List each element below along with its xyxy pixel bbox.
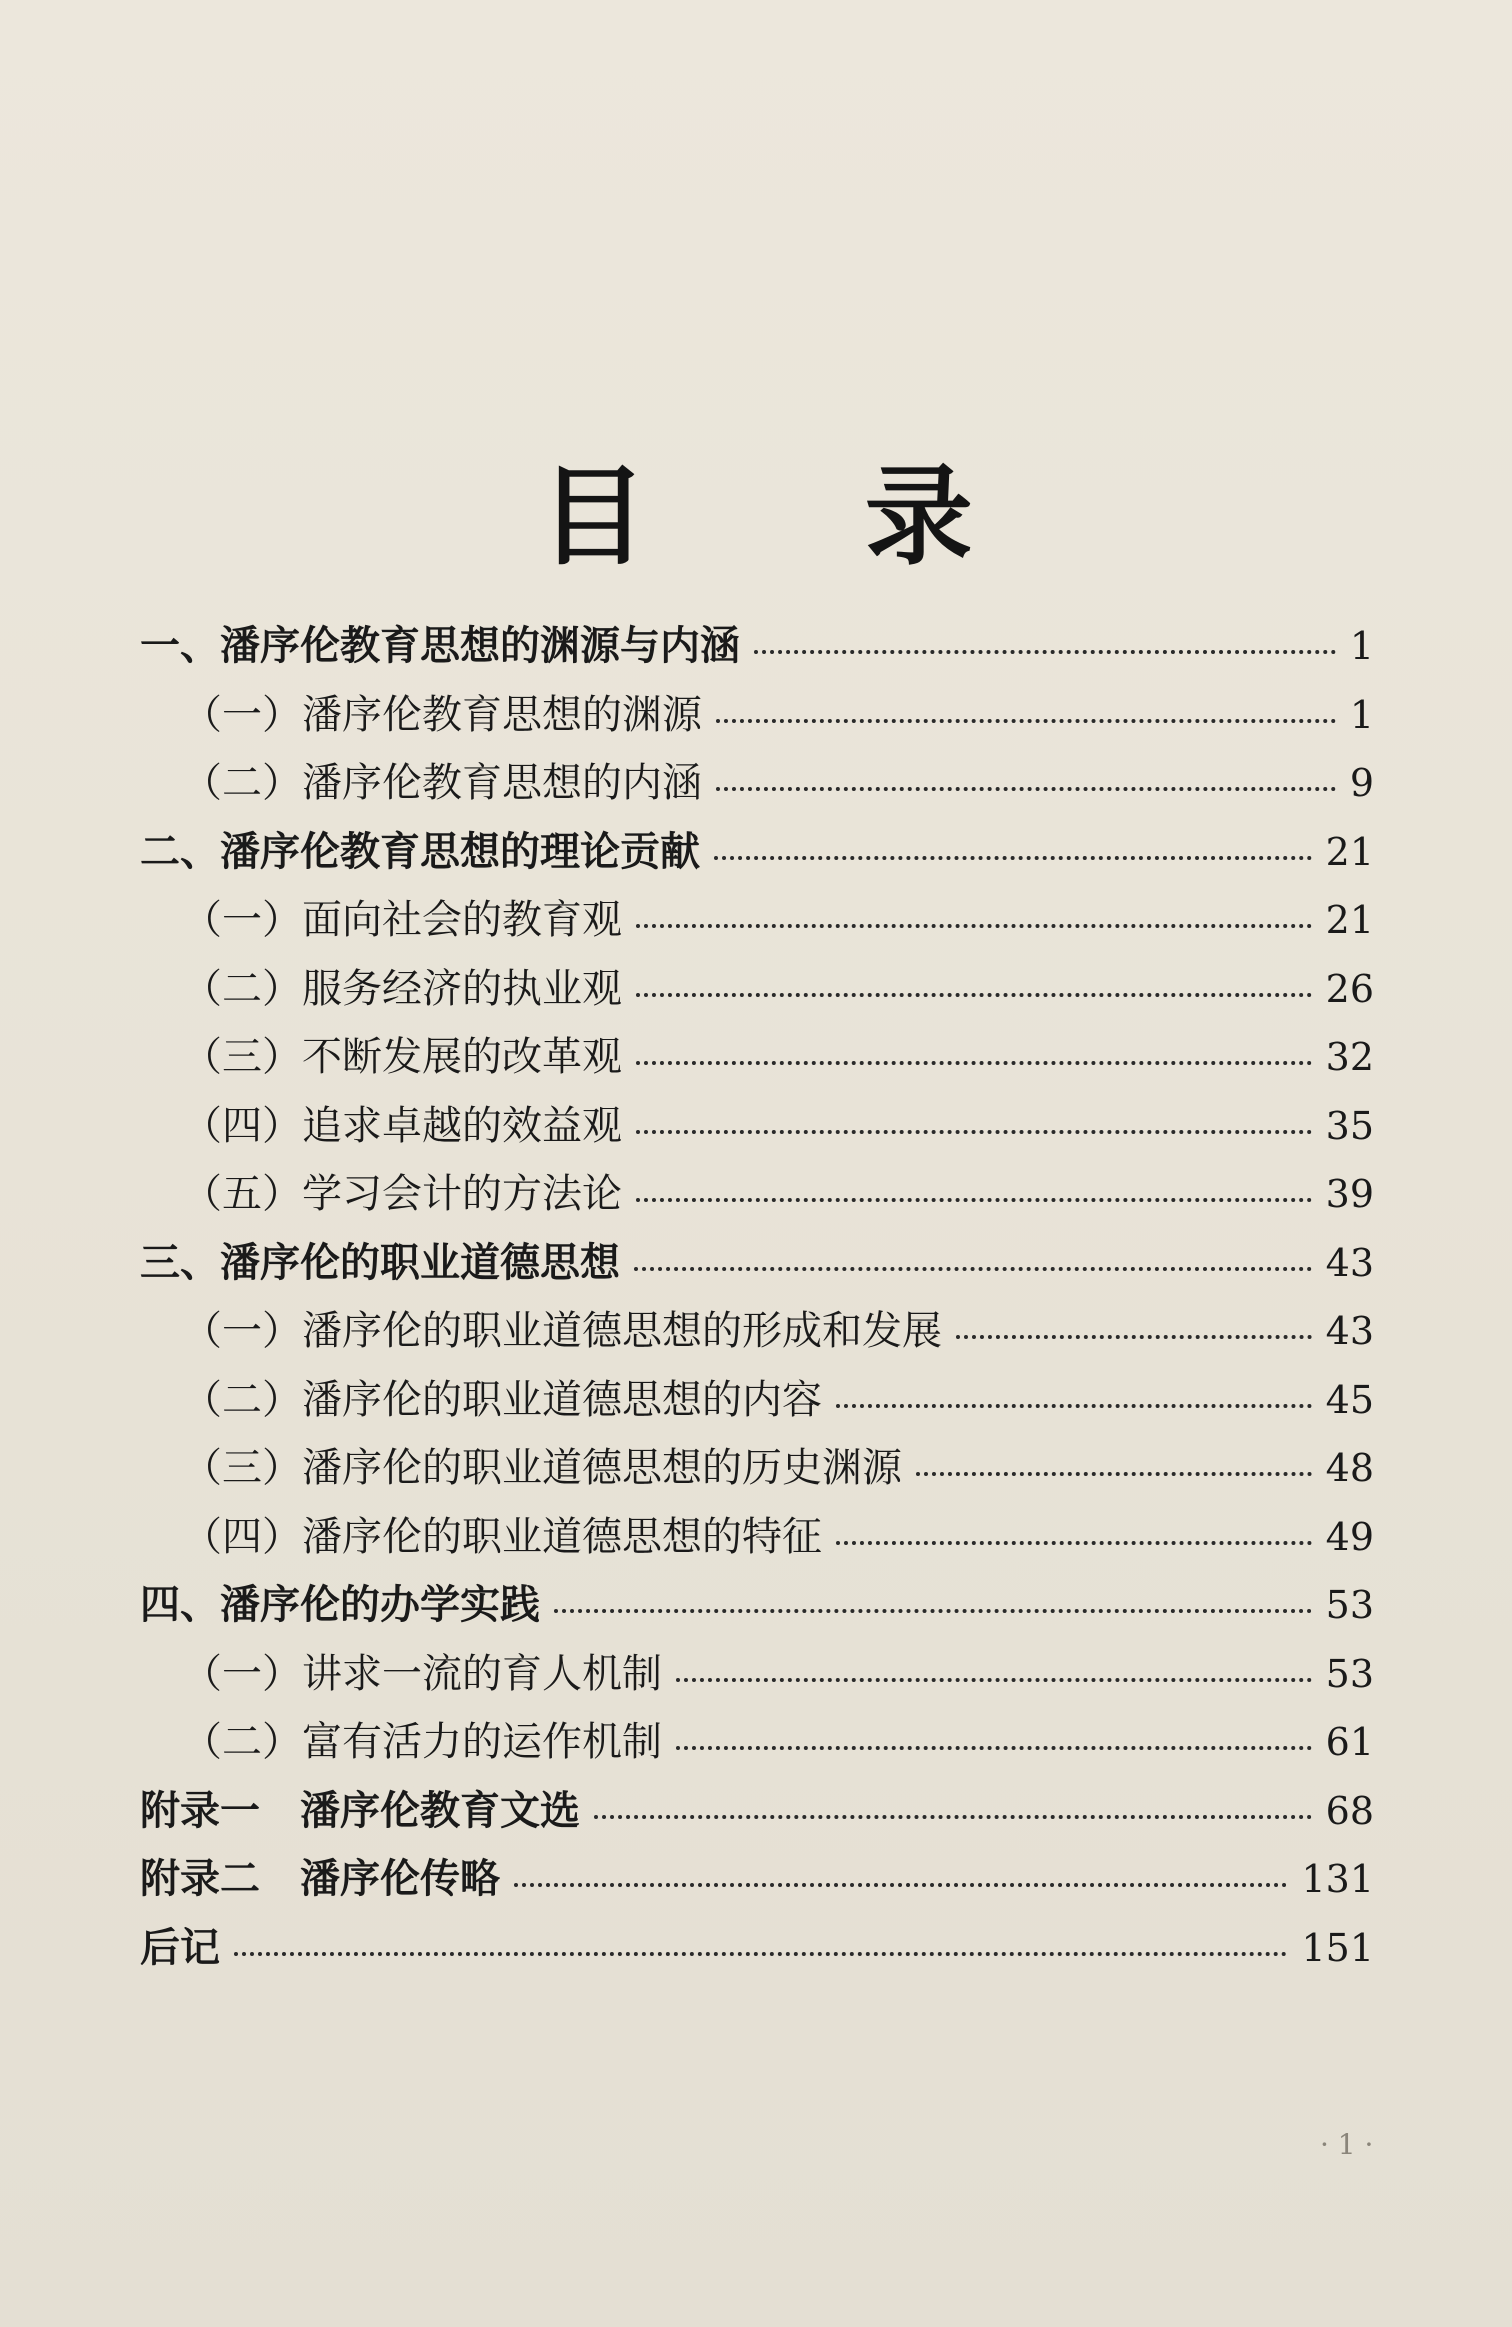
toc-entry-title: 附录二 潘序伦传略 [140, 1856, 500, 1902]
toc-entry-page: 151 [1301, 1925, 1374, 1970]
toc-entry-page: 1 [1349, 692, 1374, 737]
toc-entry [140, 1229, 1374, 1297]
toc-entry-title: （一）面向社会的教育观 [182, 897, 622, 943]
toc-entry [182, 1366, 1374, 1434]
toc-entry-page: 53 [1325, 1651, 1374, 1696]
dot-leader [676, 1746, 1312, 1750]
toc-entry-title: 二、潘序伦教育思想的理论贡献 [140, 828, 700, 875]
toc-entry [182, 955, 1374, 1023]
dot-leader [636, 1130, 1312, 1134]
toc-entry [140, 818, 1374, 886]
toc-entry [140, 1571, 1374, 1639]
toc-entry [182, 886, 1374, 954]
toc-entry [140, 1845, 1374, 1913]
toc-entry [182, 1092, 1374, 1160]
dot-leader [634, 1267, 1312, 1271]
toc-entry-page: 21 [1325, 898, 1374, 942]
toc-entry-page: 68 [1325, 1788, 1374, 1833]
toc-entry-title: （一）潘序伦教育思想的渊源 [182, 691, 702, 738]
dot-leader [676, 1678, 1312, 1682]
toc-entry [182, 1023, 1374, 1091]
toc-entry [182, 749, 1374, 817]
dot-leader [716, 787, 1336, 791]
toc-entry [182, 1297, 1374, 1365]
dot-leader [636, 993, 1312, 997]
toc-entry-page: 39 [1325, 1172, 1374, 1216]
dot-leader [754, 650, 1336, 654]
page-number: · 1 · [1320, 2128, 1374, 2161]
dot-leader [916, 1472, 1312, 1476]
dot-leader [836, 1404, 1312, 1408]
dot-leader [636, 1198, 1312, 1202]
toc-entry [182, 681, 1374, 749]
toc-entry-title: （四）潘序伦的职业道德思想的特征 [182, 1513, 822, 1560]
dot-leader [514, 1883, 1287, 1887]
toc-entry-page: 53 [1325, 1583, 1374, 1627]
toc-entry [182, 1708, 1374, 1776]
dot-leader [956, 1335, 1312, 1339]
toc-entry-title: 三、潘序伦的职业道德思想 [140, 1239, 620, 1286]
toc-entry-title: （四）追求卓越的效益观 [182, 1102, 622, 1149]
toc-entry-page: 49 [1325, 1514, 1374, 1559]
toc-entry-page: 45 [1325, 1377, 1374, 1422]
dot-leader [594, 1815, 1312, 1819]
toc-entry-page: 43 [1325, 1309, 1374, 1353]
toc-entry-title: （一）讲求一流的育人机制 [182, 1650, 662, 1697]
toc-entry [140, 1914, 1374, 1982]
dot-leader [716, 719, 1336, 723]
toc-entry-title: 四、潘序伦的办学实践 [140, 1582, 540, 1628]
dot-leader [636, 924, 1312, 928]
toc-entry-page: 48 [1325, 1446, 1374, 1490]
toc-entry-title: （二）服务经济的执业观 [182, 965, 622, 1012]
toc-entry-page: 32 [1325, 1035, 1374, 1079]
toc-entry [182, 1640, 1374, 1708]
toc-entry-page: 21 [1325, 829, 1374, 874]
toc-entry-page: 43 [1325, 1240, 1374, 1285]
dot-leader [836, 1541, 1312, 1545]
toc-entry [140, 612, 1374, 680]
toc-entry-title: 后记 [140, 1924, 220, 1971]
dot-leader [234, 1952, 1287, 1956]
toc-entry-page: 131 [1301, 1857, 1374, 1901]
toc-entry-title: （二）潘序伦教育思想的内涵 [182, 760, 702, 806]
toc-entry-page: 61 [1325, 1720, 1374, 1764]
toc-entry-page: 26 [1325, 966, 1374, 1011]
toc-entry [182, 1503, 1374, 1571]
toc-entry-title: 一、潘序伦教育思想的渊源与内涵 [140, 623, 740, 669]
dot-leader [714, 856, 1312, 860]
toc-entry-page: 1 [1349, 624, 1374, 668]
dot-leader [554, 1609, 1312, 1613]
toc-entry-title: （五）学习会计的方法论 [182, 1171, 622, 1217]
toc-entry-title: （三）潘序伦的职业道德思想的历史渊源 [182, 1445, 902, 1491]
toc-entry-title: （一）潘序伦的职业道德思想的形成和发展 [182, 1308, 942, 1354]
toc-entry [182, 1434, 1374, 1502]
toc-entry [140, 1777, 1374, 1845]
dot-leader [636, 1061, 1312, 1065]
toc-entry-title: 附录一 潘序伦教育文选 [140, 1787, 580, 1834]
toc-entry-title: （三）不断发展的改革观 [182, 1034, 622, 1080]
toc-entry [182, 1160, 1374, 1228]
toc-entry-title: （二）富有活力的运作机制 [182, 1719, 662, 1765]
toc-entry-page: 9 [1349, 761, 1374, 805]
page-title: 目 录 [539, 454, 1063, 580]
toc-entry-title: （二）潘序伦的职业道德思想的内容 [182, 1376, 822, 1423]
toc-entry-page: 35 [1325, 1103, 1374, 1148]
